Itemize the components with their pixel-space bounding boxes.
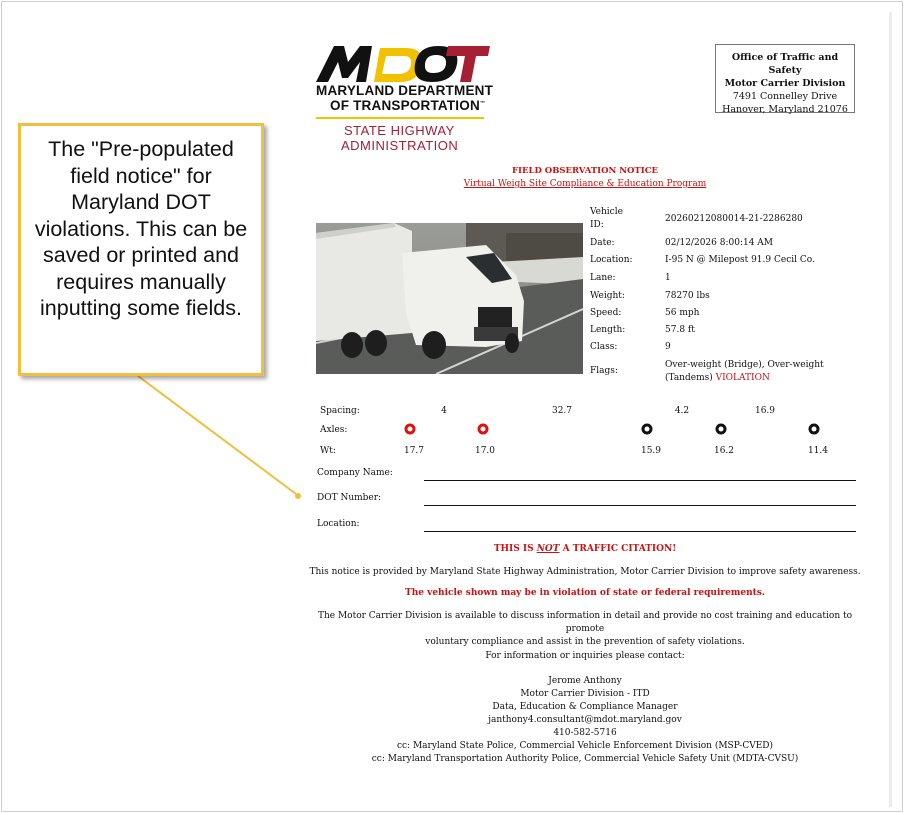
location-value: I-95 N @ Milepost 91.9 Cecil Co. bbox=[665, 255, 815, 265]
office-division: Motor Carrier Division bbox=[724, 78, 846, 89]
office-street: 7491 Connelley Drive bbox=[732, 91, 838, 102]
axle-ok-icon bbox=[716, 424, 727, 435]
cc-msp: cc: Maryland State Police, Commercial Vehicle Enforcement Division (MSP-CVED) bbox=[396, 741, 774, 751]
spacing-value: 16.9 bbox=[754, 406, 776, 416]
weight-value: 78270 lbs bbox=[665, 291, 710, 301]
location-label: Location: bbox=[317, 519, 360, 529]
company-name-label: Company Name: bbox=[317, 468, 393, 478]
contact-unit: Motor Carrier Division - ITD bbox=[520, 689, 650, 699]
annotation-callout bbox=[18, 123, 264, 376]
spacing-value: 4.2 bbox=[674, 406, 690, 416]
program-link[interactable]: Virtual Weigh Site Compliance & Education Program bbox=[463, 179, 707, 189]
spacing-label: Spacing: bbox=[320, 406, 360, 416]
contact-email[interactable]: janthony4.consultant@mdot.maryland.gov bbox=[488, 715, 682, 725]
location-field[interactable] bbox=[424, 531, 856, 532]
office-city: Hanover, Maryland 21076 bbox=[722, 104, 848, 115]
axle-weight: 17.0 bbox=[474, 446, 496, 456]
axle-weight: 16.2 bbox=[713, 446, 735, 456]
dot-number-field[interactable] bbox=[424, 505, 856, 506]
axle-ok-icon bbox=[642, 424, 653, 435]
office-address-box bbox=[715, 44, 855, 113]
violation-warning: The vehicle shown may be in violation of state or federal requirements. bbox=[405, 588, 765, 598]
axles-label: Axles: bbox=[320, 425, 348, 435]
logo-dept-line1: MARYLAND DEPARTMENT bbox=[316, 83, 494, 98]
mdot-logo bbox=[314, 42, 494, 154]
spacing-value: 32.7 bbox=[551, 406, 573, 416]
notice-title: FIELD OBSERVATION NOTICE bbox=[512, 166, 658, 176]
wt-label: Wt: bbox=[320, 446, 336, 456]
not-citation-notice: THIS IS NOT A TRAFFIC CITATION! bbox=[493, 544, 677, 554]
scrollbar[interactable] bbox=[889, 12, 892, 807]
spacing-value: 4 bbox=[441, 406, 447, 416]
dot-number-label: DOT Number: bbox=[317, 493, 382, 503]
logo-divider bbox=[316, 117, 484, 119]
flags-value: Over-weight (Bridge), Over-weight (Tandems) VIOLATION bbox=[665, 360, 824, 383]
contact-phone: 410-582-5716 bbox=[553, 728, 617, 738]
vehicle-photo bbox=[316, 223, 583, 374]
speed-value: 56 mph bbox=[665, 308, 700, 318]
class-value: 9 bbox=[665, 342, 671, 352]
callout-text: The "Pre-populated field notice" for Maryland DOT violations. This can be saved or printed and requires manually inputting some fields. bbox=[34, 137, 248, 320]
logo-dept-line2: OF TRANSPORTATION™ bbox=[330, 98, 486, 113]
training-info: The Motor Carrier Division is available to discuss information in detail and provide no cost training and education to promote voluntary compliance and assist in the prevention of safety violations. bbox=[317, 611, 853, 647]
lane-value: 1 bbox=[665, 273, 671, 283]
contact-name: Jerome Anthony bbox=[548, 676, 622, 686]
logo-sha-line1: STATE HIGHWAY bbox=[344, 123, 455, 138]
axle-violation-icon bbox=[405, 424, 416, 435]
contact-title: Data, Education & Compliance Manager bbox=[492, 702, 678, 712]
truck-photo-icon bbox=[316, 223, 583, 374]
office-name: Office of Traffic and Safety bbox=[731, 52, 839, 76]
length-value: 57.8 ft bbox=[665, 325, 695, 335]
notice-purpose: This notice is provided by Maryland State Highway Administration, Motor Carrier Division to improve safety awareness. bbox=[309, 567, 861, 577]
axle-weight: 17.7 bbox=[403, 446, 425, 456]
contact-intro: For information or inquiries please contact: bbox=[485, 651, 685, 661]
axle-violation-icon bbox=[478, 424, 489, 435]
logo-sha-line2: ADMINISTRATION bbox=[341, 138, 459, 153]
axle-weight: 11.4 bbox=[807, 446, 829, 456]
cc-mdta: cc: Maryland Transportation Authority Police, Commercial Vehicle Safety Unit (MDTA-CVSU) bbox=[371, 754, 799, 764]
mdot-wordmark-icon bbox=[314, 42, 490, 84]
axle-weight: 15.9 bbox=[640, 446, 662, 456]
axle-ok-icon bbox=[809, 424, 820, 435]
vehicle-id-value: 20260212080014-21-2286280 bbox=[665, 214, 803, 224]
violation-badge: VIOLATION bbox=[715, 373, 770, 383]
company-name-field[interactable] bbox=[424, 480, 856, 481]
date-value: 02/12/2026 8:00:14 AM bbox=[665, 238, 774, 248]
